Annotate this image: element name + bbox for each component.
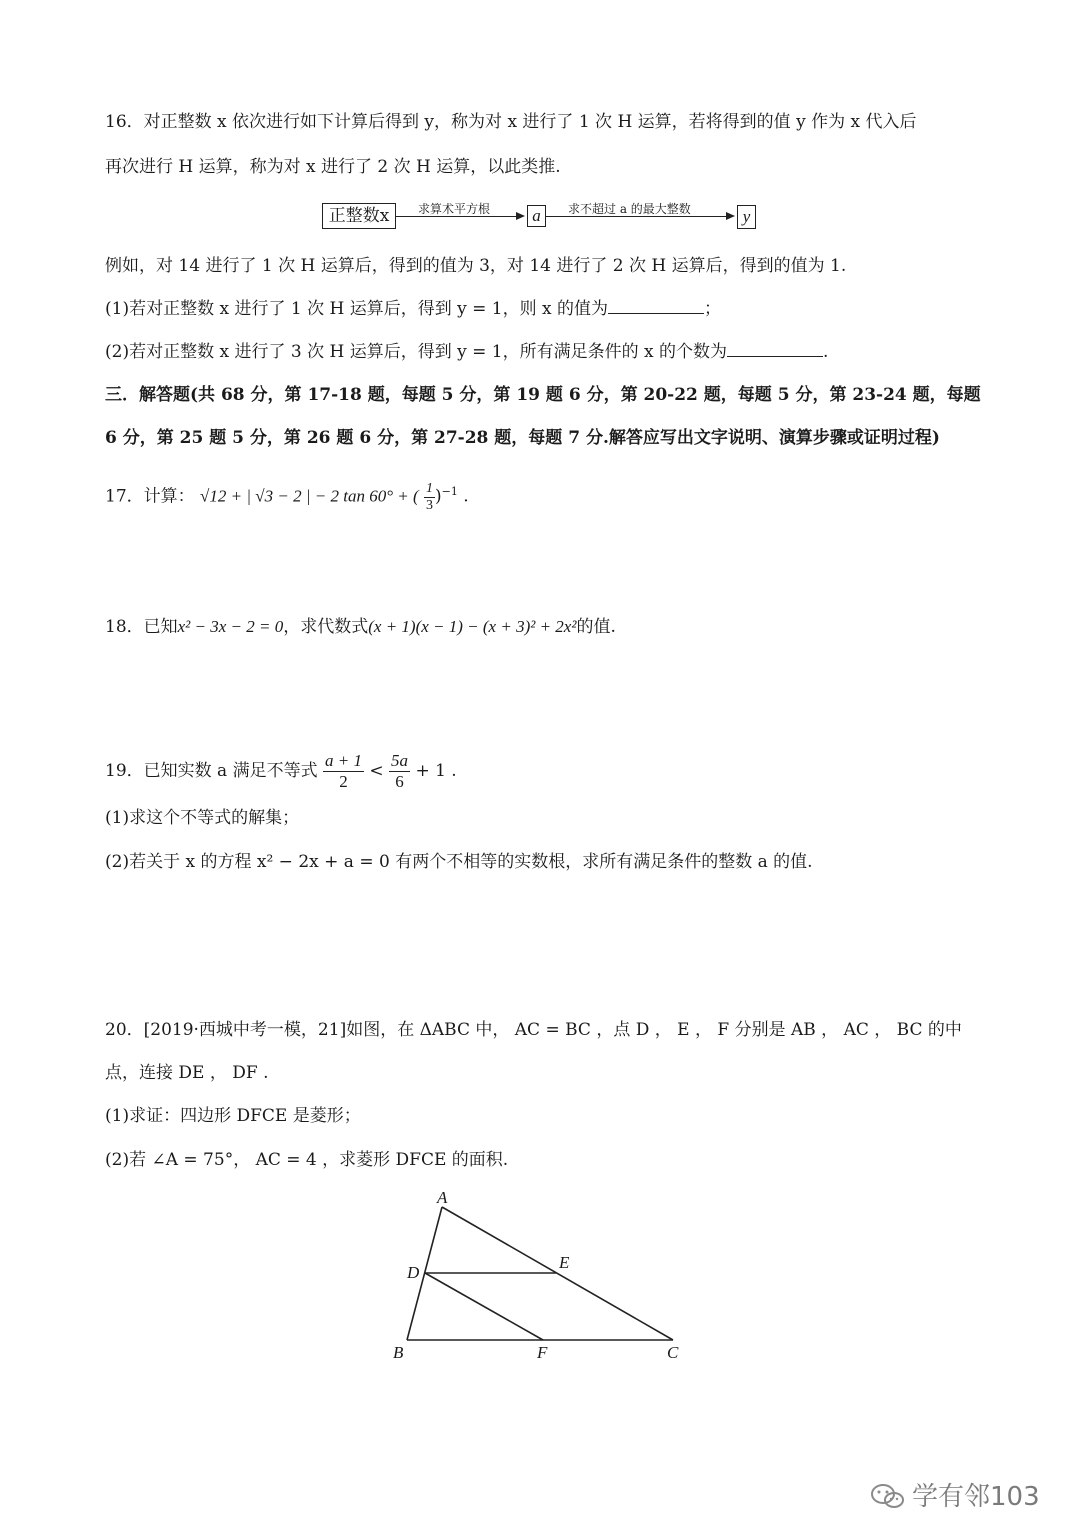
q19-f2-den: 6 [395, 772, 404, 791]
q18-expression: (x + 1)(x − 1) − (x + 3)² + 2x² [368, 617, 577, 636]
q20-sub2: (2)若 ∠A = 75°， AC = 4 ，求菱形 DFCE 的面积. [105, 1150, 509, 1170]
flow-box-y: y [737, 205, 756, 229]
q19-fraction-1 [323, 751, 364, 792]
section3-heading-line1: 三．解答题(共 68 分，第 17-18 题，每题 5 分，第 19 题 6 分，第 20-22 题，每题 5 分，第 23-24 题，每题 [105, 385, 981, 405]
q19-f1-num: a + 1 [324, 751, 362, 770]
q19-less-than: < [369, 761, 384, 781]
q18 [105, 615, 616, 639]
q16-sub1 [105, 297, 721, 321]
flow-arrow1 [396, 216, 516, 217]
wechat-icon [868, 1482, 908, 1512]
triangle-figure [380, 1185, 700, 1370]
q19-f2-num: 5a [391, 751, 409, 770]
q18-mid: ，求代数式 [283, 617, 369, 637]
q16-answer-blank-2 [727, 340, 823, 357]
q17-fraction [424, 481, 435, 514]
q19-sub2: (2)若关于 x 的方程 x² − 2x + a = 0 有两个不相等的实数根，求所有满足条件的整数 a 的值. [105, 852, 813, 872]
q16-example: 例如，对 14 进行了 1 次 H 运算后，得到的值为 3，对 14 进行了 2 次 H 运算后，得到的值为 1. [105, 256, 847, 276]
q17-prefix: 17．计算： [105, 486, 195, 507]
q16-sub2-text: (2)若对正整数 x 进行了 3 次 H 运算后，得到 y = 1，所有满足条件的 x 的个数为 [105, 342, 728, 362]
label-B: B [393, 1343, 404, 1362]
flow-arrowhead2 [726, 212, 735, 220]
q19-fraction-2 [389, 751, 410, 792]
q18-prefix: 18．已知 [105, 617, 178, 637]
q20-line2: 点，连接 DE ， DF . [105, 1063, 269, 1083]
q16-answer-blank-1 [608, 297, 704, 314]
flow-arrow2 [546, 216, 726, 217]
segment-DF [425, 1273, 543, 1340]
section3-heading-line2: 6 分，第 25 题 5 分，第 26 题 6 分，第 27-28 题，每题 7 分.解答应写出文字说明、演算步骤或证明过程) [105, 428, 940, 448]
q17-frac-num: 1 [426, 480, 434, 496]
q20-line1: 20．[2019·西城中考一模，21]如图，在 ΔABC 中， AC = BC ，点 D ， E ， F 分别是 AB ， AC ， BC 的中 [105, 1020, 962, 1040]
q16-line2: 再次进行 H 运算，称为对 x 进行了 2 次 H 运算，以此类推. [105, 157, 561, 177]
q17 [105, 470, 469, 514]
flow-box-a: a [527, 205, 546, 227]
flow-arrow2-label: 求不超过 a 的最大整数 [568, 202, 691, 216]
q17-end: . [463, 486, 469, 507]
label-C: C [667, 1343, 679, 1362]
q19-plus: + 1 . [415, 761, 457, 781]
q16-sub1-end: ； [704, 299, 722, 319]
flow-arrowhead1 [516, 212, 525, 220]
q20-sub1: (1)求证：四边形 DFCE 是菱形； [105, 1106, 361, 1126]
q18-end: 的值. [576, 617, 616, 637]
flow-box-positive-integer: 正整数x [322, 203, 396, 229]
label-E: E [559, 1253, 570, 1272]
label-D: D [407, 1263, 420, 1282]
q16-sub2 [105, 340, 828, 364]
q19 [105, 746, 457, 796]
q16-line1: 16．对正整数 x 依次进行如下计算后得到 y，称为对 x 进行了 1 次 H 运算，若将得到的值 y 作为 x 代入后 [105, 112, 917, 132]
q19-f1-den: 2 [339, 772, 348, 791]
flow-arrow1-label: 求算术平方根 [418, 202, 491, 216]
q19-sub1: (1)求这个不等式的解集； [105, 808, 300, 828]
q17-exponent: −1 [441, 485, 458, 498]
label-A: A [437, 1188, 448, 1207]
q17-frac-den: 3 [426, 497, 434, 513]
q17-expression: √12 + | √3 − 2 | − 2 tan 60° + ( [200, 486, 419, 506]
watermark-text: 学有邻103 [912, 1482, 1040, 1512]
label-F: F [537, 1343, 548, 1362]
q16-sub1-text: (1)若对正整数 x 进行了 1 次 H 运算后，得到 y = 1，则 x 的值为 [105, 299, 609, 319]
q19-prefix: 19．已知实数 a 满足不等式 [105, 761, 318, 781]
q16-sub2-end: . [823, 342, 829, 362]
q17-expr-close: ) [435, 486, 442, 507]
q18-equation: x² − 3x − 2 = 0 [177, 617, 284, 636]
